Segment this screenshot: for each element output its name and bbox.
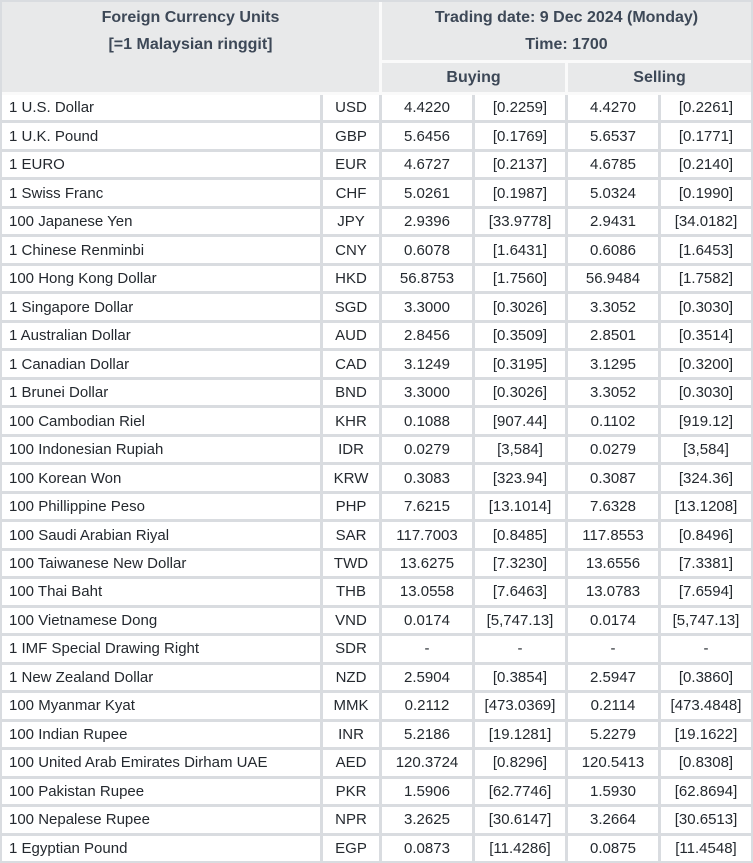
table-row [2, 579, 751, 604]
selling-column-header: Selling [568, 63, 751, 92]
selling-inverse-cell: [1.6453] [661, 237, 751, 262]
selling-rate-cell: 1.5930 [568, 779, 658, 804]
table-header-grid [2, 2, 751, 92]
currency-code-cell: SGD [323, 294, 379, 319]
buying-rate-cell: 120.3724 [382, 750, 472, 775]
buying-rate-cell: 5.2186 [382, 722, 472, 747]
selling-rate-cell: 2.8501 [568, 323, 658, 348]
buying-rate-cell: 2.9396 [382, 209, 472, 234]
currency-code-cell: PHP [323, 494, 379, 519]
selling-inverse-cell: [0.8308] [661, 750, 751, 775]
table-row [2, 323, 751, 348]
selling-rate-cell: 13.0783 [568, 579, 658, 604]
currency-name-cell: 1 Australian Dollar [2, 323, 320, 348]
currency-name-cell: 100 Korean Won [2, 465, 320, 490]
buying-rate-cell: 2.8456 [382, 323, 472, 348]
buying-rate-cell: 0.1088 [382, 408, 472, 433]
currency-code-cell: SDR [323, 636, 379, 661]
header-title-line2: [=1 Malaysian ringgit] [108, 36, 273, 53]
buying-rate-cell: 1.5906 [382, 779, 472, 804]
buying-rate-cell: 0.6078 [382, 237, 472, 262]
table-row [2, 551, 751, 576]
buying-inverse-cell: [0.8296] [475, 750, 565, 775]
table-row [2, 693, 751, 718]
table-row [2, 522, 751, 547]
buying-inverse-cell: [0.3854] [475, 665, 565, 690]
selling-rate-cell: 3.3052 [568, 294, 658, 319]
currency-name-cell: 100 Saudi Arabian Riyal [2, 522, 320, 547]
buying-rate-cell: 0.3083 [382, 465, 472, 490]
selling-rate-cell: 117.8553 [568, 522, 658, 547]
buying-rate-cell: 13.6275 [382, 551, 472, 576]
selling-rate-cell: 3.3052 [568, 380, 658, 405]
currency-name-cell: 100 Taiwanese New Dollar [2, 551, 320, 576]
buying-inverse-cell: [0.3026] [475, 380, 565, 405]
table-row [2, 465, 751, 490]
buying-inverse-cell: [5,747.13] [475, 608, 565, 633]
currency-name-cell: 100 Pakistan Rupee [2, 779, 320, 804]
currency-code-cell: CAD [323, 351, 379, 376]
currency-name-cell: 1 New Zealand Dollar [2, 665, 320, 690]
buying-inverse-cell: [0.3509] [475, 323, 565, 348]
currency-code-cell: THB [323, 579, 379, 604]
currency-name-cell: 1 Swiss Franc [2, 180, 320, 205]
currency-name-cell: 1 U.S. Dollar [2, 95, 320, 120]
table-row [2, 494, 751, 519]
currency-code-cell: TWD [323, 551, 379, 576]
buying-rate-cell: 3.3000 [382, 380, 472, 405]
currency-name-cell: 100 Myanmar Kyat [2, 693, 320, 718]
table-row [2, 209, 751, 234]
currency-name-cell: 100 Indonesian Rupiah [2, 437, 320, 462]
currency-name-cell: 100 Vietnamese Dong [2, 608, 320, 633]
currency-name-cell: 1 IMF Special Drawing Right [2, 636, 320, 661]
selling-inverse-cell: [0.2261] [661, 95, 751, 120]
selling-inverse-cell: [0.1990] [661, 180, 751, 205]
currency-code-cell: NZD [323, 665, 379, 690]
selling-rate-cell: 2.9431 [568, 209, 658, 234]
currency-units-header-cell [2, 2, 379, 92]
currency-name-cell: 1 U.K. Pound [2, 123, 320, 148]
selling-inverse-cell: [3,584] [661, 437, 751, 462]
buying-inverse-cell: [62.7746] [475, 779, 565, 804]
currency-name-cell: 100 Thai Baht [2, 579, 320, 604]
selling-inverse-cell: [11.4548] [661, 836, 751, 861]
currency-code-cell: NPR [323, 807, 379, 832]
selling-inverse-cell: [473.4848] [661, 693, 751, 718]
buying-inverse-cell: [0.3026] [475, 294, 565, 319]
selling-rate-cell: - [568, 636, 658, 661]
selling-rate-cell: 3.2664 [568, 807, 658, 832]
selling-rate-cell: 7.6328 [568, 494, 658, 519]
currency-name-cell: 100 Phillippine Peso [2, 494, 320, 519]
table-row [2, 180, 751, 205]
table-row [2, 750, 751, 775]
currency-name-cell: 1 Chinese Renminbi [2, 237, 320, 262]
selling-inverse-cell: [0.3030] [661, 294, 751, 319]
currency-name-cell: 100 Nepalese Rupee [2, 807, 320, 832]
currency-name-cell: 1 Brunei Dollar [2, 380, 320, 405]
table-header [2, 2, 751, 95]
selling-inverse-cell: [919.12] [661, 408, 751, 433]
buying-inverse-cell: [19.1281] [475, 722, 565, 747]
buying-inverse-cell: [323.94] [475, 465, 565, 490]
currency-name-cell: 100 Indian Rupee [2, 722, 320, 747]
selling-inverse-cell: [19.1622] [661, 722, 751, 747]
selling-rate-cell: 3.1295 [568, 351, 658, 376]
currency-code-cell: CNY [323, 237, 379, 262]
buying-rate-cell: 5.0261 [382, 180, 472, 205]
currency-code-cell: AED [323, 750, 379, 775]
selling-rate-cell: 120.5413 [568, 750, 658, 775]
selling-inverse-cell: [7.3381] [661, 551, 751, 576]
currency-code-cell: PKR [323, 779, 379, 804]
table-row [2, 636, 751, 661]
buying-rate-cell: 0.0873 [382, 836, 472, 861]
table-row [2, 380, 751, 405]
selling-inverse-cell: [5,747.13] [661, 608, 751, 633]
selling-rate-cell: 13.6556 [568, 551, 658, 576]
currency-name-cell: 1 Singapore Dollar [2, 294, 320, 319]
buying-rate-cell: 117.7003 [382, 522, 472, 547]
buying-inverse-cell: [0.2137] [475, 152, 565, 177]
currency-name-cell: 100 United Arab Emirates Dirham UAE [2, 750, 320, 775]
currency-code-cell: USD [323, 95, 379, 120]
buying-inverse-cell: [907.44] [475, 408, 565, 433]
header-title-line1: Foreign Currency Units [101, 9, 280, 26]
selling-rate-cell: 56.9484 [568, 266, 658, 291]
buying-inverse-cell: [0.1987] [475, 180, 565, 205]
currency-name-cell: 100 Japanese Yen [2, 209, 320, 234]
selling-rate-cell: 0.6086 [568, 237, 658, 262]
buying-inverse-cell: [0.8485] [475, 522, 565, 547]
table-row [2, 608, 751, 633]
currency-code-cell: SAR [323, 522, 379, 547]
table-row [2, 408, 751, 433]
table-row [2, 351, 751, 376]
selling-rate-cell: 5.2279 [568, 722, 658, 747]
currency-code-cell: VND [323, 608, 379, 633]
currency-name-cell: 1 Egyptian Pound [2, 836, 320, 861]
buying-rate-cell: 3.1249 [382, 351, 472, 376]
buying-inverse-cell: [473.0369] [475, 693, 565, 718]
buying-inverse-cell: [3,584] [475, 437, 565, 462]
selling-rate-cell: 0.1102 [568, 408, 658, 433]
buying-inverse-cell: [11.4286] [475, 836, 565, 861]
table-row [2, 836, 751, 861]
currency-name-cell: 100 Cambodian Riel [2, 408, 320, 433]
selling-inverse-cell: [0.3200] [661, 351, 751, 376]
currency-code-cell: EUR [323, 152, 379, 177]
selling-inverse-cell: [34.0182] [661, 209, 751, 234]
selling-inverse-cell: [13.1208] [661, 494, 751, 519]
buying-rate-cell: 56.8753 [382, 266, 472, 291]
table-row [2, 665, 751, 690]
table-row [2, 123, 751, 148]
selling-inverse-cell: [1.7582] [661, 266, 751, 291]
currency-code-cell: BND [323, 380, 379, 405]
currency-code-cell: MMK [323, 693, 379, 718]
buying-inverse-cell: [30.6147] [475, 807, 565, 832]
currency-code-cell: INR [323, 722, 379, 747]
buying-rate-cell: - [382, 636, 472, 661]
table-row [2, 266, 751, 291]
selling-inverse-cell: [62.8694] [661, 779, 751, 804]
currency-name-cell: 100 Hong Kong Dollar [2, 266, 320, 291]
buying-inverse-cell: [13.1014] [475, 494, 565, 519]
selling-inverse-cell: - [661, 636, 751, 661]
selling-inverse-cell: [0.3860] [661, 665, 751, 690]
buying-inverse-cell: [33.9778] [475, 209, 565, 234]
buying-column-header: Buying [382, 63, 565, 92]
buying-inverse-cell: - [475, 636, 565, 661]
currency-code-cell: CHF [323, 180, 379, 205]
currency-code-cell: IDR [323, 437, 379, 462]
selling-inverse-cell: [0.3030] [661, 380, 751, 405]
buying-inverse-cell: [7.3230] [475, 551, 565, 576]
currency-code-cell: EGP [323, 836, 379, 861]
selling-inverse-cell: [0.2140] [661, 152, 751, 177]
trading-time-text: Time: 1700 [525, 36, 608, 53]
selling-rate-cell: 5.6537 [568, 123, 658, 148]
buying-rate-cell: 2.5904 [382, 665, 472, 690]
buying-rate-cell: 0.0279 [382, 437, 472, 462]
buying-rate-cell: 4.6727 [382, 152, 472, 177]
currency-code-cell: KRW [323, 465, 379, 490]
table-row [2, 722, 751, 747]
table-row [2, 807, 751, 832]
buying-inverse-cell: [0.3195] [475, 351, 565, 376]
selling-rate-cell: 0.3087 [568, 465, 658, 490]
buying-rate-cell: 4.4220 [382, 95, 472, 120]
selling-rate-cell: 0.0279 [568, 437, 658, 462]
selling-inverse-cell: [0.1771] [661, 123, 751, 148]
selling-inverse-cell: [30.6513] [661, 807, 751, 832]
selling-rate-cell: 0.0875 [568, 836, 658, 861]
table-row [2, 294, 751, 319]
trading-date-header-cell [382, 2, 751, 60]
buying-rate-cell: 7.6215 [382, 494, 472, 519]
selling-inverse-cell: [0.8496] [661, 522, 751, 547]
table-row [2, 95, 751, 120]
buying-inverse-cell: [0.1769] [475, 123, 565, 148]
buying-rate-cell: 13.0558 [382, 579, 472, 604]
buying-inverse-cell: [7.6463] [475, 579, 565, 604]
selling-rate-cell: 0.0174 [568, 608, 658, 633]
currency-name-cell: 1 Canadian Dollar [2, 351, 320, 376]
currency-code-cell: JPY [323, 209, 379, 234]
selling-rate-cell: 4.4270 [568, 95, 658, 120]
selling-rate-cell: 4.6785 [568, 152, 658, 177]
buying-inverse-cell: [1.6431] [475, 237, 565, 262]
buying-inverse-cell: [1.7560] [475, 266, 565, 291]
currency-name-cell: 1 EURO [2, 152, 320, 177]
table-row [2, 779, 751, 804]
currency-code-cell: HKD [323, 266, 379, 291]
buying-rate-cell: 3.3000 [382, 294, 472, 319]
table-row [2, 152, 751, 177]
buying-rate-cell: 5.6456 [382, 123, 472, 148]
selling-inverse-cell: [0.3514] [661, 323, 751, 348]
buying-inverse-cell: [0.2259] [475, 95, 565, 120]
currency-code-cell: AUD [323, 323, 379, 348]
selling-rate-cell: 0.2114 [568, 693, 658, 718]
selling-inverse-cell: [7.6594] [661, 579, 751, 604]
currency-code-cell: GBP [323, 123, 379, 148]
buying-rate-cell: 3.2625 [382, 807, 472, 832]
table-row [2, 237, 751, 262]
trading-date-text: Trading date: 9 Dec 2024 (Monday) [434, 9, 699, 26]
buying-rate-cell: 0.2112 [382, 693, 472, 718]
selling-rate-cell: 2.5947 [568, 665, 658, 690]
selling-inverse-cell: [324.36] [661, 465, 751, 490]
currency-code-cell: KHR [323, 408, 379, 433]
rates-table-body [2, 95, 751, 861]
buying-rate-cell: 0.0174 [382, 608, 472, 633]
table-row [2, 437, 751, 462]
selling-rate-cell: 5.0324 [568, 180, 658, 205]
